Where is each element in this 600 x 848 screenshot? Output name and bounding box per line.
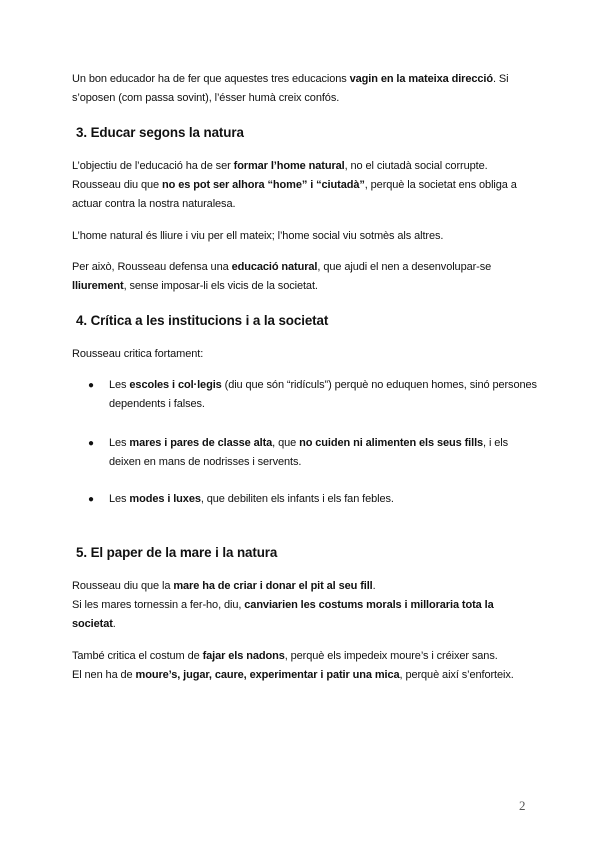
bullet-icon: ●: [88, 380, 95, 391]
text-run: Un bon educador ha de fer que aquestes tres educacions: [72, 73, 350, 85]
text-run: .: [112, 618, 116, 630]
section-4-intro: Rousseau critica fortament:: [72, 348, 204, 360]
text-run: , perquè la societat ens obliga a actuar contra la nostra naturalesa.: [72, 179, 517, 210]
text-run: També critica el costum de: [72, 650, 203, 662]
text-run: , perquè així s’enforteix.: [399, 669, 514, 681]
bullet-icon: ●: [88, 494, 95, 505]
bold-run: canviarien les costums morals i milloraria tota la societat: [72, 599, 494, 630]
bold-run: lliurement: [72, 280, 124, 292]
bold-run: mare ha de criar i donar el pit al seu fill: [173, 580, 373, 592]
bullet-icon: ●: [88, 438, 95, 449]
section-3-paragraph-3: [72, 258, 534, 296]
text-run: , no el ciutadà social corrupte. Rousseau diu que: [72, 160, 488, 191]
text-run: .: [372, 580, 376, 592]
text-run: L’objectiu de l’educació ha de ser: [72, 160, 234, 172]
text-run: Rousseau diu que la: [72, 580, 174, 592]
list-item: [109, 490, 539, 509]
list-item: [109, 376, 539, 414]
section-5-paragraph-1: [72, 577, 534, 634]
bold-run: vagin en la mateixa direcció: [349, 73, 493, 85]
bold-run: mares i pares de classe alta: [129, 437, 273, 449]
bold-run: no cuiden ni alimenten els seus fills: [299, 437, 484, 449]
bold-run: fajar els nadons: [202, 650, 285, 662]
text-run: (diu que són “ridículs”) perquè no eduquen homes, sinó persones dependents i falses.: [109, 379, 537, 410]
section-5-heading: 5. El paper de la mare i la natura: [76, 545, 278, 560]
section-5-paragraph-2: [72, 647, 534, 685]
intro-paragraph: [72, 70, 534, 108]
bold-run: moure’s, jugar, caure, experimentar i patir una mica: [135, 669, 400, 681]
text-run: , que: [272, 437, 300, 449]
text-run: Les: [109, 493, 130, 505]
bold-run: modes i luxes: [129, 493, 201, 505]
text-run: . Si s’oposen (com passa sovint), l’ésser humà creix confós.: [72, 73, 509, 104]
text-run: Si les mares tornessin a fer-ho, diu,: [72, 599, 245, 611]
list-item: [109, 434, 539, 472]
section-3-paragraph-1: [72, 157, 534, 214]
bold-run: escoles i col·legis: [129, 379, 222, 391]
section-3-heading: 3. Educar segons la natura: [76, 125, 244, 140]
text-run: Les: [109, 437, 130, 449]
section-4-heading: 4. Crítica a les institucions i a la societat: [76, 313, 329, 328]
bold-run: educació natural: [231, 261, 318, 273]
bold-run: formar l’home natural: [233, 160, 345, 172]
text-run: , sense imposar-li els vicis de la societat.: [123, 280, 318, 292]
page-number: 2: [519, 798, 526, 813]
text-run: , perquè els impedeix moure’s i créixer sans.: [284, 650, 498, 662]
text-run: , i els deixen en mans de nodrisses i servents.: [109, 437, 509, 468]
text-run: Les: [109, 379, 130, 391]
text-run: , que debiliten els infants i els fan febles.: [200, 493, 394, 505]
bold-run: no es pot ser alhora “home” i “ciutadà”: [162, 179, 365, 191]
text-run: El nen ha de: [72, 669, 136, 681]
text-run: Per això, Rousseau defensa una: [72, 261, 232, 273]
text-run: , que ajudi el nen a desenvolupar-se: [317, 261, 492, 273]
section-3-paragraph-2: L’home natural és lliure i viu per ell mateix; l’home social viu sotmès als altres.: [72, 230, 444, 242]
